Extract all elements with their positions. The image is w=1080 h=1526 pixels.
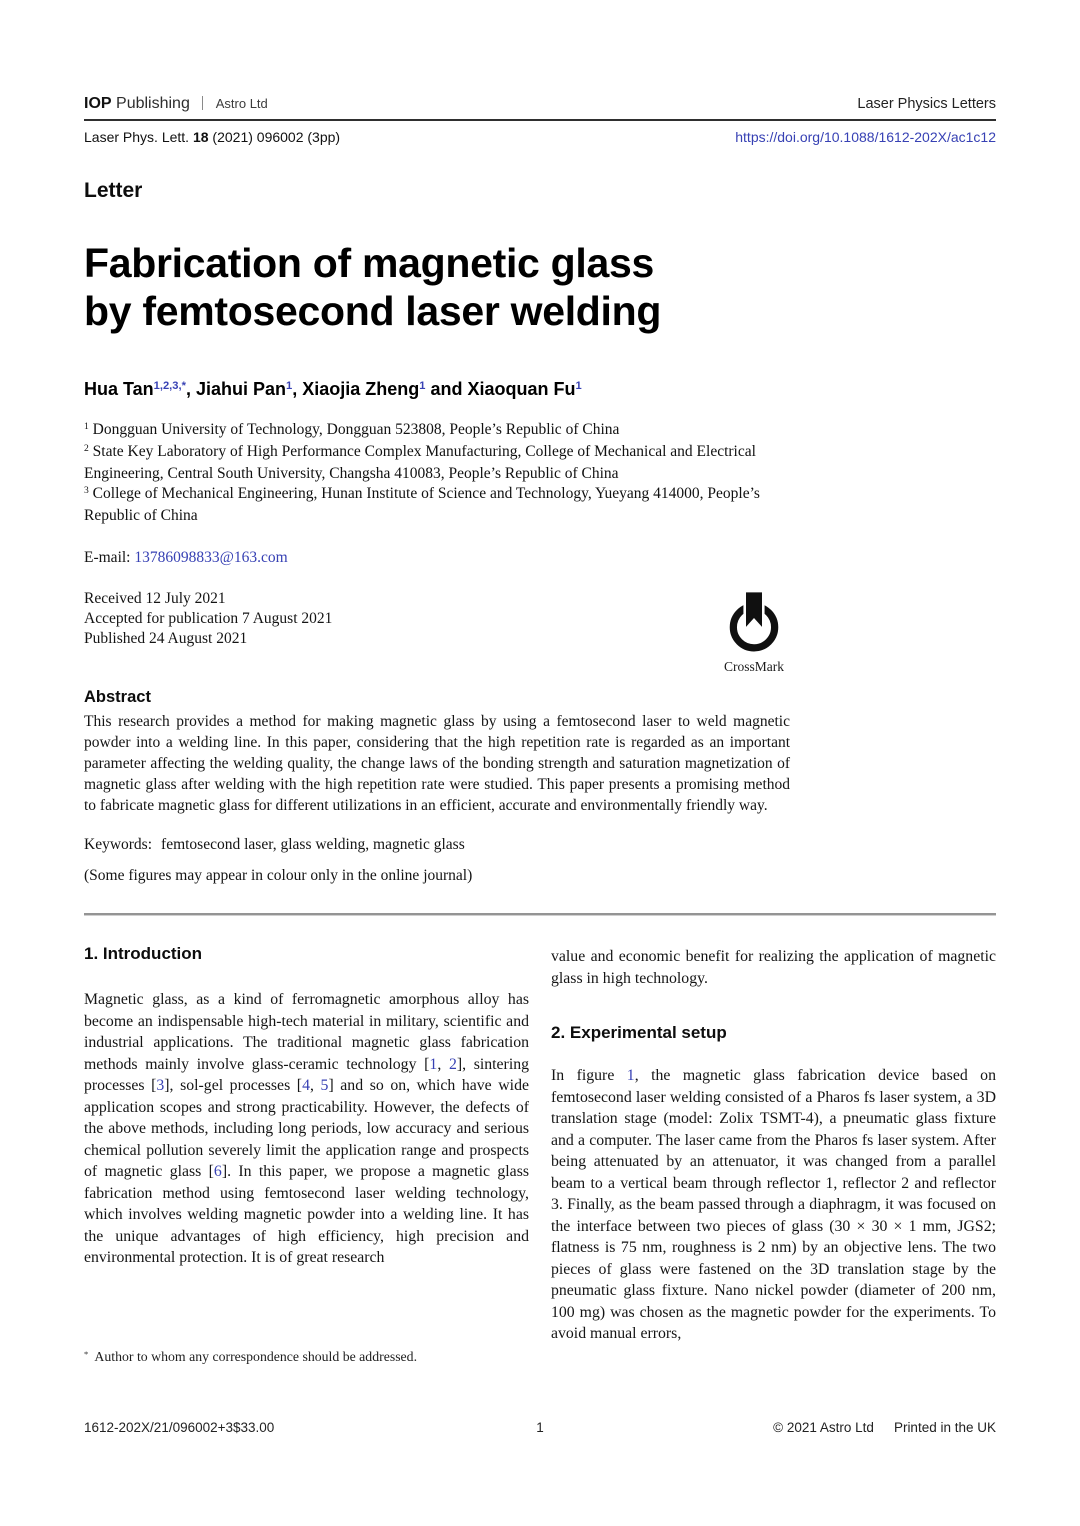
author-affil-ref-zheng[interactable]: 1 (419, 379, 426, 392)
citation-ref-1[interactable]: 1 (429, 1055, 438, 1073)
page-footer (84, 1420, 996, 1435)
journal-header (84, 95, 996, 145)
keywords-line (84, 836, 996, 854)
author-affil-ref-pan[interactable]: 1 (285, 379, 293, 392)
footer-printed-text: Printed in the UK (893, 1420, 996, 1435)
article-type-label: Letter (84, 179, 143, 202)
brand-divider (202, 96, 203, 110)
footer-copyright (692, 1420, 996, 1435)
doi-link[interactable]: https://doi.org/10.1088/1612-202X/ac1c12 (735, 129, 996, 145)
affiliation-1: $^1$ Dongguan University of Technology, Dongguan 523808, People’s Republic of China (84, 420, 620, 438)
citation-ref-4[interactable]: 4 (302, 1077, 310, 1094)
abstract-section (84, 688, 996, 816)
correspondence-footnote: * Author to whom any correspondence should be addressed. (84, 1348, 418, 1365)
publisher-name: Publishing (116, 95, 190, 112)
footer-issn-price: 1612-202X/21/096002+3$33.00 (84, 1420, 275, 1435)
journal-name: Laser Physics Letters (857, 96, 996, 112)
paper-title (84, 239, 996, 335)
author-affil-ref-tan[interactable]: 1,2,3,* (153, 379, 186, 392)
publisher-brand (84, 95, 268, 113)
affiliation-3: $^3$ College of Mechanical Engineering, Hunan Institute of Science and Technology, Yueyang 414000, People’s Republic of China (84, 484, 760, 524)
accepted-date: Accepted for publication 7 August 2021 (84, 610, 333, 627)
citation-ref-6[interactable]: 6 (213, 1163, 222, 1180)
affiliations (84, 420, 804, 526)
citation-ref-5[interactable]: 5 (320, 1077, 329, 1094)
publisher-logo-text: IOP (84, 95, 112, 112)
email-line (84, 549, 996, 567)
header-rule (84, 119, 996, 121)
left-column (84, 934, 529, 1389)
citation-ref-3[interactable]: 3 (156, 1077, 165, 1094)
author-affil-ref-fu[interactable]: 1 (575, 379, 582, 392)
section-heading-experimental-setup: 2. Experimental setup (551, 1023, 727, 1042)
footer-copyright-text: © 2021 Astro Ltd (773, 1420, 874, 1435)
keywords-label: Keywords: (84, 836, 153, 853)
section-heading-introduction: 1. Introduction (84, 944, 203, 963)
experimental-setup-paragraph: In figure 1, the magnetic glass fabrication device based on femtosecond laser welding consisted of a Pharos fs laser system, a 3D translation stage (model: Zolix TSMT-4), a pneumatic glass fixture and a computer. The laser came from the Pharos fs laser system. After being attenuated by an attenuator, it was changed from a parallel beam to a vertical beam through reflector 1, reflector 2 and reflector 3. Finally, as the beam passed through a diaphragm, it was focused on the interface between two pieces of glass (30 × 30 × 1 mm, JGS2; flatness is 75 nm, roughness is 2 nm) by an objective lens. The two pieces of glass were fastened on the 3D translation stage by the pneumatic glass fixture. Nano nickel powder (diameter of 200 nm, 100 mg) was chosen as the magnetic powder for the experiments. To avoid manual errors, (551, 1067, 996, 1342)
introduction-paragraph: Magnetic glass, as a kind of ferromagnetic amorphous alloy has become an indispensable high-tech material in military, scientific and industrial applications. The traditional magnetic glass fabrication methods mainly involve glass-ceramic technology [1, 2], sintering processes [3], sol-gel processes [4, 5] and so on, which have wide application scopes and strong practicability. However, the defects of the above methods, including long periods, low accuracy and serious chemical pollution severely limit the application range and prospects of magnetic glass [6]. In this paper, we propose a magnetic glass fabrication method using femtosecond laser welding technology, which involves welding magnetic powder into a welding line. It has the unique advantages of high efficiency, high precision and environmental protection. It is of great research (84, 991, 529, 1266)
paper-title-line1: Fabrication of magnetic glass (84, 240, 654, 286)
keywords-value: femtosecond laser, glass welding, magnetic glass (161, 836, 465, 853)
page-number: 1 (536, 1420, 544, 1435)
crossmark-label: CrossMark (724, 659, 784, 674)
abstract-heading: Abstract (84, 688, 151, 706)
citation-ref-2[interactable]: 2 (448, 1055, 457, 1073)
author-list: Hua Tan$^{1,2,3,*}$, Jiahui Pan$^1$, Xiaojia Zheng$^1$ and Xiaoquan Fu$^1$ (84, 379, 582, 399)
email-label: E-mail: (84, 549, 135, 566)
body-columns (84, 934, 996, 1389)
received-date: Received 12 July 2021 (84, 590, 226, 607)
paper-title-line2: by femtosecond laser welding (84, 288, 662, 334)
figure-ref-1[interactable]: 1 (626, 1067, 635, 1084)
partner-name: Astro Ltd (215, 96, 268, 111)
email-link[interactable]: 13786098833@163.com (134, 549, 288, 566)
figure-colour-note: (Some figures may appear in colour only in the online journal) (84, 867, 473, 884)
introduction-paragraph-continued: value and economic benefit for realizing the application of magnetic glass in high technology. (551, 948, 996, 987)
crossmark-icon (718, 640, 790, 657)
section-divider-rule (84, 913, 996, 916)
citation-line: Laser Phys. Lett. 18 (2021) 096002 (3pp) (84, 129, 341, 145)
affiliation-2: $^2$ State Key Laboratory of High Performance Complex Manufacturing, College of Mechanical and Electrical Engineering, Central South University, Changsha 410083, People’s Republic of China (84, 442, 756, 482)
published-date: Published 24 August 2021 (84, 630, 248, 647)
article-dates (84, 589, 332, 649)
crossmark-badge[interactable] (710, 589, 798, 675)
abstract-text: This research provides a method for making magnetic glass by using a femtosecond laser to weld magnetic powder into a welding line. In this paper, considering that the high repetition rate is regarded as an important parameter affecting the welding quality, the change laws of the bonding strength and saturation magnetization of magnetic glass after welding with the high repetition rate were studied. This paper presents a promising method to fabricate magnetic glass for different utilizations in an efficient, accurate and environmentally friendly way. (84, 713, 790, 814)
right-column (551, 934, 996, 1389)
